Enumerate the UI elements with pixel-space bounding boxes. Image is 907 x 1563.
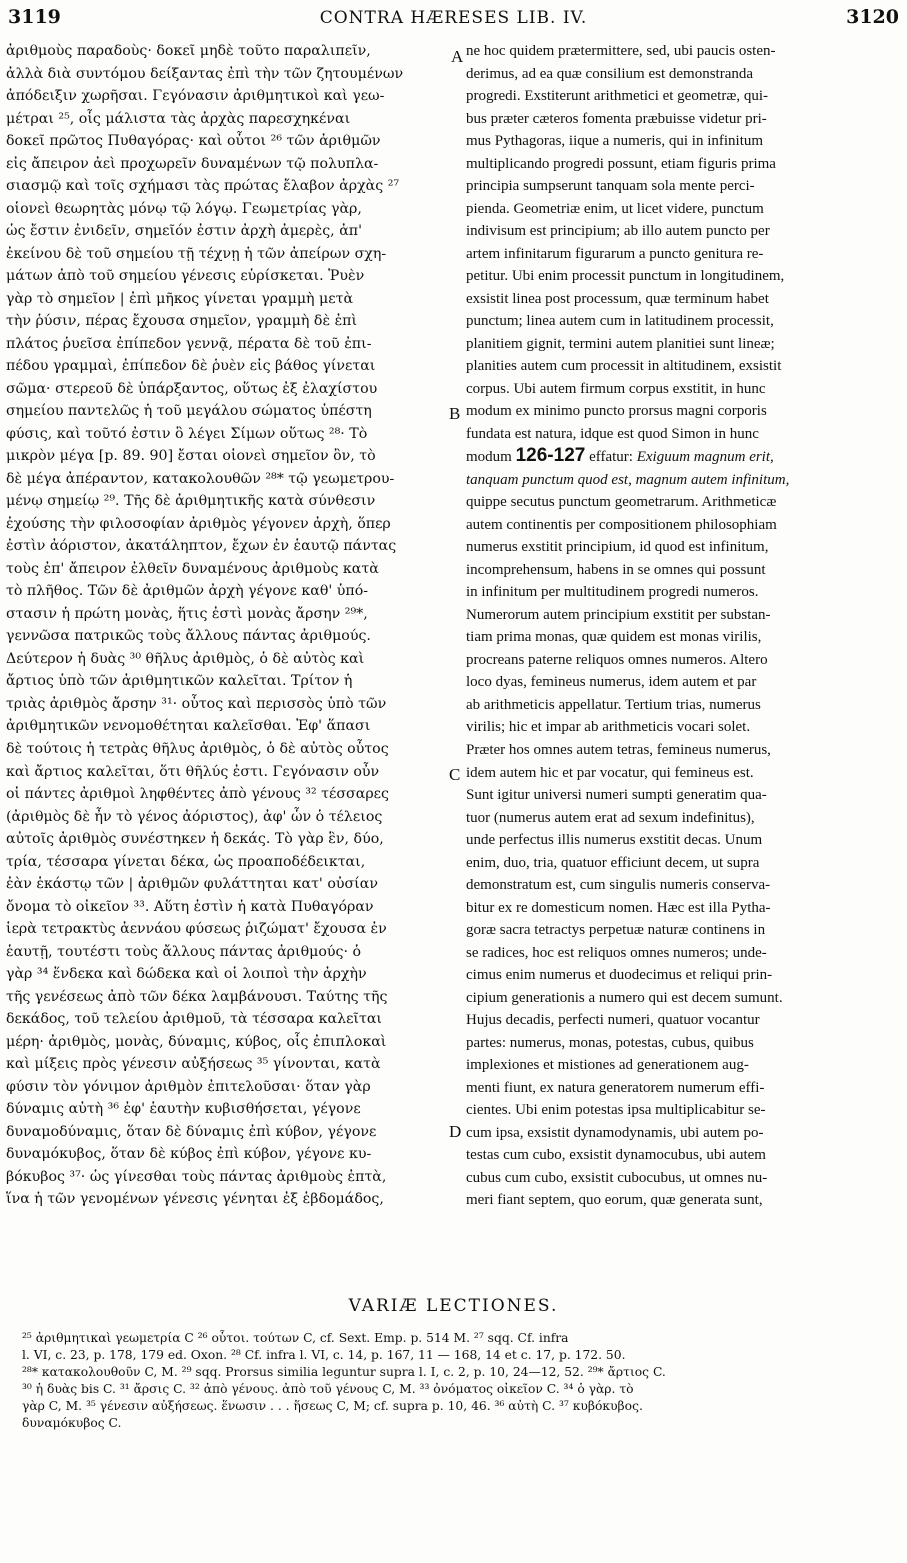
- margin-letter-d: D: [449, 1122, 462, 1141]
- latin-line: demonstratum est, cum singulis numeris conserva-: [466, 877, 771, 894]
- latin-line: se radices, hoc est reliquos omnes numeros; unde-: [466, 944, 767, 961]
- latin-line: testas cum cubo, exsistit dynamocubus, ubi autem: [466, 1147, 766, 1164]
- latin-line: pienda. Geometriæ enim, ut licet videre, punctum: [466, 200, 764, 217]
- column-number-marker: 126-127: [515, 445, 586, 467]
- latin-line: autem continentis per compositionem philosophiam: [466, 516, 777, 533]
- latin-line: derimus, ad ea quæ consilium est demonstranda: [466, 65, 754, 82]
- greek-line: τοὺς ἐπ' ἄπειρον ἐλθεῖν δυναμένους ἀριθμοὺς κατὰ: [6, 560, 379, 577]
- greek-line: καὶ μίξεις πρὸς γένεσιν αὐξήσεως ³⁵ γίνονται, κατὰ: [6, 1056, 381, 1073]
- greek-line: τὸ πλῆθος. Τῶν δὲ ἀριθμῶν ἀρχὴ γέγονε καθ' ὑπό-: [6, 583, 369, 600]
- greek-line: δυναμόκυβος, ὅταν δὲ κύβος ἐπὶ κύβον, γέγονε κυ-: [6, 1146, 372, 1163]
- latin-line: mus Pythagoras, iique a numeris, qui in infinitum: [466, 133, 764, 150]
- greek-line: δεκάδος, τοῦ τελείου ἀριθμοῦ, τὰ τέσσαρα καλεῖται: [6, 1011, 382, 1028]
- greek-line: δὲ τούτοις ἡ τετρὰς θῆλυς ἀριθμὸς, ὁ δὲ αὐτὸς οὗτος: [6, 740, 389, 757]
- greek-line: οἱ πάντες ἀριθμοὶ ληφθέντες ἀπὸ γένους ³² τέσσαρες: [6, 786, 389, 803]
- latin-line: Numerorum autem principium exstitit per substan-: [466, 606, 771, 623]
- greek-line: σημείου παντελῶς ἡ τοῦ μεγάλου σώματος ὑπέστη: [6, 403, 372, 420]
- running-header: [6, 6, 901, 38]
- latin-line: in infinitum per multitudinem progredi numeros.: [466, 584, 759, 601]
- latin-line: ab arithmeticis appellatur. Tertium trias, numerus: [466, 696, 761, 713]
- greek-line: στασιν ἡ πρώτη μονὰς, ἥτις ἐστὶ μονὰς ἄρσην ²⁹*,: [6, 605, 368, 622]
- page-number-right: 3120: [846, 6, 899, 28]
- latin-line: principia sumpserunt tanquam sola mente perci-: [466, 178, 755, 195]
- greek-line: ἐχούσης τὴν φιλοσοφίαν ἀριθμὸς γέγονεν ἀρχὴ, ὅπερ: [6, 515, 391, 532]
- margin-letter-a: A: [451, 47, 464, 66]
- greek-line: ἀπόδειξιν χωρῆσαι. Γεγόνασιν ἀριθμητικοὶ καὶ γεω-: [6, 88, 385, 105]
- latin-line: [466, 469, 902, 492]
- latin-line: partes: numerus, monas, potestas, cubus, quibus: [466, 1034, 754, 1051]
- greek-line: μικρὸν μέγα [p. 89. 90] ἔσται οἱονεὶ σημεῖον ὂν, τὸ: [6, 448, 376, 465]
- latin-line: ne hoc quidem prætermittere, sed, ubi paucis osten-: [466, 43, 776, 59]
- latin-text-column: [466, 40, 902, 1212]
- greek-line: βόκυβος ³⁷· ὡς γίνεσθαι τοὺς πάντας ἀριθμοὺς ἑπτὰ,: [6, 1168, 387, 1185]
- greek-line: ἄρτιος ὑπὸ τῶν ἀριθμητικῶν καλεῖται. Τρίτον ἡ: [6, 673, 353, 690]
- greek-line: μάτων ἀπὸ τοῦ σημείου γένεσις εὑρίσκεται. Ῥυὲν: [6, 268, 365, 285]
- greek-line: τρία, τέσσαρα γίνεται δέκα, ὡς προαποδέδεικται,: [6, 853, 366, 870]
- greek-line: ὄνομα τὸ οἰκεῖον ³³. Αὕτη ἐστὶν ἡ κατὰ Πυθαγόραν: [6, 898, 374, 915]
- latin-line: cientes. Ubi enim potestas ipsa multiplicabitur se-: [466, 1102, 766, 1119]
- page-number-left: 3119: [8, 6, 61, 28]
- variant-readings-notes: [22, 1330, 893, 1432]
- latin-line: menti fiunt, ex natura generatorem numerum effi-: [466, 1079, 765, 1096]
- greek-line: ὡς ἔστιν ἐνιδεῖν, σημεῖόν ἐστιν ἀρχὴ ἀμερὲς, ἀπ': [6, 223, 363, 240]
- note-line: l. VI, c. 23, p. 178, 179 ed. Oxon. ²⁸ Cf. infra l. VI, c. 14, p. 167, 11 — 168, 14 et c. 17, p. 172. 50.: [22, 1348, 626, 1362]
- greek-line: τῆς γενέσεως ἀπὸ τῶν δέκα λαμβάνουσι. Ταύτης τῆς: [6, 988, 388, 1005]
- margin-letter-c: C: [449, 765, 461, 784]
- latin-line: virilis; hic et impar ab arithmeticis vocari solet.: [466, 719, 751, 736]
- greek-line: ἱερὰ τετρακτὺς ἀεννάου φύσεως ῥιζώματ' ἔχουσα ἐν: [6, 921, 387, 938]
- greek-line: οἱονεὶ θεωρητὰς μόνῳ τῷ λόγῳ. Γεωμετρίας γὰρ,: [6, 200, 362, 217]
- greek-line: ἐστὶν ἀόριστον, ἀκατάληπτον, ἔχων ἐν ἑαυτῷ πάντας: [6, 538, 397, 555]
- latin-line: corpus. Ubi autem firmum corpus exstitit, in hunc: [466, 380, 766, 397]
- greek-line: ἐκείνου δὲ τοῦ σημείου τῇ τέχνῃ ἡ τῶν ἀπείρων σχη-: [6, 245, 387, 262]
- latin-line: fundata est natura, idque est quod Simon in hunc: [466, 425, 759, 442]
- greek-line: πέδου γραμμαὶ, ἐπίπεδον δὲ ῥυὲν εἰς βάθος γίνεται: [6, 358, 376, 375]
- latin-line: cum ipsa, exsistit dynamodynamis, ubi autem po-: [466, 1124, 764, 1141]
- greek-line: γὰρ ³⁴ ἕνδεκα καὶ δώδεκα καὶ οἱ λοιποὶ τὴν ἀρχὴν: [6, 966, 367, 983]
- greek-line: (ἀριθμὸς δὲ ἦν τὸ γένος ἀόριστος), ἀφ' ὧν ὁ τέλειος: [6, 808, 383, 825]
- greek-line: τριὰς ἀριθμὸς ἄρσην ³¹· οὗτος καὶ περισσὸς ὑπὸ τῶν: [6, 695, 387, 712]
- variae-lectiones-heading: VARIÆ LECTIONES.: [348, 1296, 559, 1316]
- greek-line: ἑαυτῇ, τουτέστι τοὺς ἄλλους πάντας ἀριθμούς· ὁ: [6, 943, 361, 960]
- running-title: CONTRA HÆRESES LIB. IV.: [319, 8, 588, 28]
- greek-line: Δεύτερον ἡ δυὰς ³⁰ θῆλυς ἀριθμὸς, ὁ δὲ αὐτὸς καὶ: [6, 650, 365, 667]
- greek-line: ἐὰν ἑκάστῳ τῶν | ἀριθμῶν φυλάττηται κατ' οὐσίαν: [6, 876, 378, 893]
- latin-line: cipium generationis a numero qui est decem sumunt.: [466, 989, 783, 1006]
- latin-line: tiam prima monas, quæ quidem est monas virilis,: [466, 629, 762, 646]
- greek-line: δυναμοδύναμις, ὅταν δὲ δύναμις ἐπὶ κύβον, γέγονε: [6, 1123, 377, 1140]
- latin-line: enim, duo, tria, quatuor efficiunt decem, ut supra: [466, 854, 760, 871]
- italic-quotation: Exiguum magnum erit,: [636, 449, 774, 466]
- greek-line: γὰρ τὸ σημεῖον | ἐπὶ μῆκος γίνεται γραμμὴ μετὰ: [6, 290, 354, 307]
- note-line: ²⁸* κατακολουθοῦν C, M. ²⁹ sqq. Prorsus similia leguntur supra l. I, c. 2, p. 10, 24—12, 52. ²⁹* ἄρτιος C.: [22, 1365, 666, 1379]
- latin-line: cimus enim numerus et duodecimus et reliqui prin-: [466, 967, 773, 984]
- latin-line: petitur. Ubi enim processit punctum in longitudinem,: [466, 268, 785, 285]
- latin-line: exsistit linea post processum, quæ terminum habet: [466, 290, 769, 307]
- latin-line: planitiem gignit, termini autem planitiei sunt lineæ;: [466, 335, 775, 352]
- latin-line: artem infinitarum figurarum a puncto genitura re-: [466, 245, 764, 262]
- margin-letter-b: B: [449, 404, 461, 423]
- greek-line: μένῳ σημείῳ ²⁹. Τῆς δὲ ἀριθμητικῆς κατὰ σύνθεσιν: [6, 493, 376, 510]
- greek-line: γεννῶσα πατρικῶς τοὺς ἄλλους πάντας ἀριθμούς.: [6, 628, 371, 645]
- latin-line: loco dyas, femineus numerus, idem autem et par: [466, 674, 757, 691]
- greek-line: ἀριθμοὺς παραδοὺς· δοκεῖ μηδὲ τοῦτο παραλιπεῖν,: [6, 43, 371, 59]
- latin-line: punctum; linea autem cum in latitudinem processit,: [466, 313, 774, 330]
- greek-line: πλάτος ῥυεῖσα ἐπίπεδον γεννᾷ, πέρατα δὲ τοῦ ἐπι-: [6, 335, 372, 352]
- greek-line: φύσις, καὶ τοῦτό ἐστιν ὃ λέγει Σίμων οὕτως ²⁸· Τὸ: [6, 425, 368, 442]
- italic-quotation: tanquam punctum quod est, magnum autem infinitum,: [466, 471, 790, 488]
- note-line: δυναμόκυβος C.: [22, 1416, 122, 1430]
- greek-line: φύσιν τὸν γόνιμον ἀριθμὸν ἐπιτελοῦσαι· ὅταν γὰρ: [6, 1078, 371, 1095]
- latin-line: bitur ex re domesticum nomen. Hæc est illa Pytha-: [466, 899, 771, 916]
- greek-line: σῶμα· στερεοῦ δὲ ὑπάρξαντος, οὕτως ἐξ ἐλαχίστου: [6, 380, 378, 397]
- latin-line: numerus exstitit principium, id quod est infinitum,: [466, 539, 769, 556]
- latin-line: indivisum est principium; ab illo autem puncto per: [466, 223, 770, 240]
- latin-line: multiplicando progredi possunt, etiam figuris prima: [466, 155, 776, 172]
- latin-line: incomprehensum, habens in se omnes qui possunt: [466, 561, 766, 578]
- greek-line: μέρη· ἀριθμὸς, μονὰς, δύναμις, κύβος, οἷς ἐπιπλοκαὶ: [6, 1033, 387, 1050]
- latin-line: Sunt igitur universi numeri sumpti generatim qua-: [466, 787, 767, 804]
- note-line: γὰρ C, M. ³⁵ γένεσιν αὐξήσεως. ἕνωσιν . . . ἥσεως C, M; cf. supra p. 10, 46. ³⁶ αὐτὴ C. ³⁷ κυβόκυβος.: [22, 1399, 643, 1413]
- latin-line: goræ sacra tetractys perpetuæ naturæ continens in: [466, 922, 766, 939]
- latin-line: tuor (numerus autem erat ad sexum indefinitus),: [466, 809, 755, 826]
- greek-line: τὴν ῥύσιν, πέρας ἔχουσα σημεῖον, γραμμὴ δὲ ἐπὶ: [6, 313, 358, 330]
- greek-text-column: [6, 40, 451, 1211]
- note-line: ³⁰ ἡ δυὰς bis C. ³¹ ἄρσις C. ³² ἀπὸ γένους. ἀπὸ τοῦ γένους C, M. ³³ ὀνόματος οἰκεῖον C. ³⁴ ὁ γὰρ. τὸ: [22, 1382, 634, 1396]
- greek-line: μέτραι ²⁵, οἷς μάλιστα τὰς ἀρχὰς παρεσχηκέναι: [6, 110, 351, 127]
- latin-line: planities autem cum processit in altitudinem, exsistit: [466, 358, 782, 375]
- latin-line: Hujus decadis, perfecti numeri, quatuor vocantur: [466, 1012, 760, 1029]
- greek-line: ἀλλὰ διὰ συντόμου δείξαντας ἐπὶ τὴν τῶν ζητουμένων: [6, 65, 404, 82]
- latin-line: progredi. Exstiterunt arithmetici et geometræ, qui-: [466, 88, 768, 105]
- text-run: modum: [466, 449, 516, 466]
- greek-line: καὶ ἄρτιος καλεῖται, ὅτι θῆλύς ἐστι. Γεγόνασιν οὖν: [6, 763, 380, 780]
- greek-line: δὲ μέγα ἀπέραντον, κατακολουθῶν ²⁸* τῷ γεωμετρου-: [6, 470, 395, 487]
- latin-line: modum ex minimo puncto prorsus magni corporis: [466, 403, 767, 420]
- latin-line: Præter hos omnes autem tetras, femineus numerus,: [466, 741, 771, 758]
- latin-line: meri fiant septem, quo eorum, quæ generata sunt,: [466, 1192, 763, 1209]
- greek-line: ἀριθμητικῶν νενομοθέτηται καλεῖσθαι. Ἐφ' ἅπασι: [6, 718, 371, 735]
- greek-line: δοκεῖ πρῶτος Πυθαγόρας· καὶ οὗτοι ²⁶ τῶν ἀριθμῶν: [6, 133, 381, 150]
- latin-line: implexiones et mistiones ad generationem aug-: [466, 1057, 749, 1074]
- greek-line: εἰς ἄπειρον ἀεὶ προχωρεῖν δυναμένων τῷ πολυπλα-: [6, 155, 379, 172]
- latin-line: idem autem hic et par vocatur, qui femineus est.: [466, 764, 754, 781]
- latin-line: cubus cum cubo, exsistit cubocubus, ut omnes nu-: [466, 1169, 768, 1186]
- latin-line: [466, 445, 902, 469]
- latin-line: quippe secutus punctum geometrarum. Arithmeticæ: [466, 494, 777, 511]
- greek-line: αὐτοῖς ἀριθμὸς συνέστηκεν ἡ δεκάς. Τὸ γὰρ ἓν, δύο,: [6, 831, 384, 848]
- greek-line: δύναμις αὐτὴ ³⁶ ἐφ' ἑαυτὴν κυβισθήσεται, γέγονε: [6, 1101, 361, 1118]
- greek-line: σιασμῷ καὶ τοῖς σχήμασι τὰς πρώτας ἔλαβον ἀρχὰς ²⁷: [6, 178, 400, 195]
- greek-line: ἵνα ἡ τῶν γενομένων γένεσις γένηται ἐξ ἑβδομάδος,: [6, 1191, 384, 1208]
- text-run: effatur:: [585, 449, 637, 466]
- latin-line: bus præter cæteros fomenta præbuisse videtur pri-: [466, 110, 767, 127]
- latin-line: procreans paterne reliquos omnes numeros. Altero: [466, 651, 768, 668]
- note-line: ²⁵ ἀριθμητικαὶ γεωμετρία C ²⁶ οὗτοι. τούτων C, cf. Sext. Emp. p. 514 M. ²⁷ sqq. Cf. infra: [22, 1331, 569, 1345]
- latin-line: unde perfectus illis numerus exstitit decas. Unum: [466, 832, 763, 849]
